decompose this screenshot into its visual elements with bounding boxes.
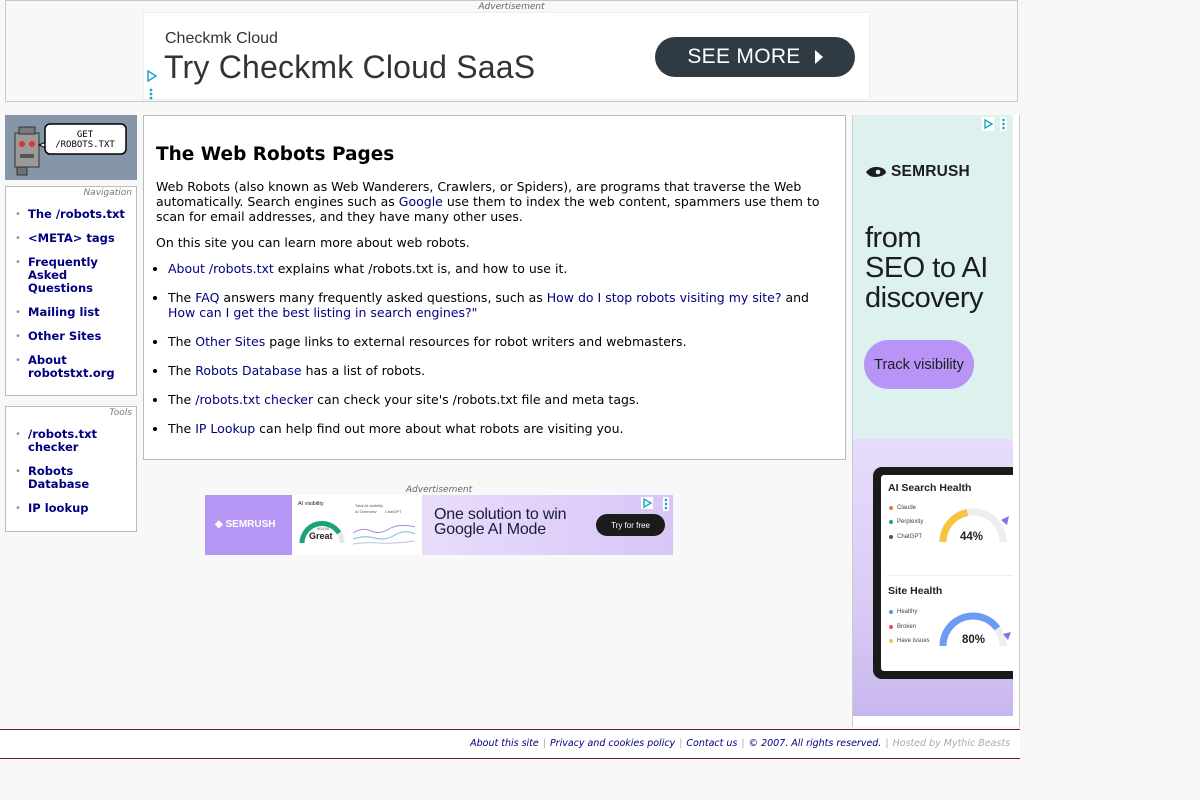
nav-item-meta-tags[interactable] [28,232,136,245]
panel-divider [887,575,1013,576]
have-issues-label: Have issues [897,638,930,644]
list-item-text: page links to external resources for robot writers and webmasters. [265,334,687,349]
ai-search-health-value: 44% [960,531,984,543]
chevron-right-icon [815,50,823,64]
navigation-box [5,186,137,396]
semrush-flame-icon: ◆ [215,519,223,530]
semrush-logo [865,163,970,181]
ai-visibility-rating: Great [309,531,333,541]
ai-visibility-score: 90/100 [317,526,330,531]
tools-link-ip-lookup[interactable]: IP lookup [28,501,89,515]
claude-label: Claude [897,505,917,511]
semrush-flame-icon [865,166,887,178]
about-robots-txt-link[interactable]: About /robots.txt [168,261,274,276]
other-sites-link[interactable]: Other Sites [195,334,266,349]
site-health-title: Site Health [888,585,943,597]
ad-options-icon[interactable] [149,88,153,100]
nav-link-other-sites[interactable]: Other Sites [28,329,102,343]
intro-text: Web Robots (also known as Web Wanderers, Crawlers, or Spiders), are programs that traverse the Web automatically. Search engines such as [156,179,802,209]
list-item [168,421,833,436]
footer-separator: | [741,738,745,749]
features-list [156,261,833,436]
intro-text-end: use them to index the web content, spammers use them to scan for email addresses, and they have many other uses. [156,194,820,224]
nav-item-robots-txt[interactable] [28,208,136,221]
list-item-text: The [168,334,196,349]
ad-options-icon[interactable] [663,497,669,511]
semrush-logo [215,519,276,530]
broken-item [889,624,916,630]
right-skyscraper-ad[interactable] [853,115,1013,716]
hosted-by-text: Hosted by Mythic Beasts [892,738,1010,749]
robot-logo-icon [5,115,137,180]
healthy-item [889,609,917,615]
logo-speech-line1: GET [76,130,94,140]
tools-link-robots-database[interactable]: Robots Database [28,464,90,491]
right-ad-headline-line1: from [865,222,921,254]
list-item-text: explains what /robots.txt is, and how to use it. [273,261,568,276]
track-visibility-button[interactable]: Track visibility [864,340,974,389]
navigation-list [6,208,136,380]
nav-link-about[interactable]: About robotstxt.org [28,353,115,380]
list-item-text: answers many frequently asked questions, such as [219,290,547,305]
main-content [143,115,846,460]
ai-search-health-title: AI Search Health [888,482,972,494]
ad-label: Advertisement [478,2,545,12]
adchoices-icon[interactable] [146,70,158,82]
nav-item-about[interactable] [28,354,136,380]
tools-link-checker[interactable]: /robots.txt checker [28,427,98,454]
broken-dot-icon [889,625,893,629]
right-ad-headline-line2: SEO to AI [865,252,988,284]
faq-link[interactable]: FAQ [195,290,220,305]
chatgpt-item [889,534,922,540]
page-title: The Web Robots Pages [156,144,395,165]
chatgpt-icon [889,535,893,539]
list-item-text: and [781,290,809,305]
list-item-text: can help find out more about what robots are visiting you. [255,421,624,436]
site-health-value: 80% [962,634,986,646]
mid-ad-headline-line1: One solution to win [434,506,567,523]
ad-headline[interactable]: Try Checkmk Cloud SaaS [164,49,536,85]
mid-banner-ad[interactable] [205,495,673,555]
ad-brand: Checkmk Cloud [165,30,278,47]
semrush-logo-text: SEMRUSH [891,163,970,180]
tools-item-checker[interactable] [28,428,136,454]
intro-paragraph [156,179,833,224]
learn-more-text: On this site you can learn more about web robots. [156,235,470,250]
footer-separator: | [542,738,546,749]
have-issues-item [889,638,930,644]
list-item [168,290,833,320]
stop-robots-link[interactable]: How do I stop robots visiting my site? [546,290,782,305]
logo-speech-line2: /ROBOTS.TXT [55,140,115,150]
list-item-text: The [168,421,196,436]
try-for-free-button[interactable]: Try for free [596,514,665,536]
claude-item [889,505,916,511]
see-more-label: SEE MORE [687,45,801,68]
site-logo[interactable] [5,115,137,180]
mid-ad-headline[interactable] [434,508,566,537]
issues-dot-icon [889,639,893,643]
legend-chatgpt: ChatGPT [385,509,402,514]
list-item-text: The [168,290,196,305]
nav-item-other-sites[interactable] [28,330,136,343]
mid-ad-headline-line2: Google AI Mode [434,520,546,538]
list-item [168,334,833,349]
list-item [168,392,833,407]
ai-visibility-title: AI visibility [298,501,324,507]
list-item-text: has a list of robots. [301,363,426,378]
privacy-link[interactable]: Privacy and cookies policy [549,738,676,749]
footer [470,738,1010,749]
healthy-label: Healthy [897,609,918,615]
adchoices-icon[interactable] [982,117,994,131]
footer-separator: | [679,738,683,749]
tools-box [5,406,137,532]
tools-item-ip-lookup[interactable] [28,502,136,515]
footer-divider-top [0,729,1020,730]
laptop-screen [881,475,1013,671]
claude-icon [889,506,893,510]
list-item-text: The [168,392,196,407]
perplexity-item [889,519,923,525]
legend-total: Total AI visibility [355,503,384,508]
google-link[interactable]: Google [398,194,443,209]
tools-title: Tools [109,408,132,418]
list-item [168,363,833,378]
healthy-dot-icon [889,610,893,614]
contact-link[interactable]: Contact us [686,738,738,749]
tools-list [6,428,136,515]
semrush-logo-text: SEMRUSH [225,519,276,530]
about-site-link[interactable]: About this site [470,738,539,749]
top-banner-ad[interactable] [143,12,870,100]
perplexity-label: Perplexity [897,519,924,525]
robots-checker-link[interactable]: /robots.txt checker [195,392,314,407]
navigation-title: Navigation [83,188,132,198]
nav-link-robots-txt[interactable]: The /robots.txt [28,207,125,221]
trend-lines [351,519,417,549]
ad-options-icon[interactable] [1000,117,1007,131]
footer-separator: | [885,738,889,749]
robots-database-link[interactable]: Robots Database [195,363,302,378]
nav-item-faq[interactable] [28,256,136,295]
nav-link-faq[interactable]: Frequently Asked Questions [28,255,98,295]
footer-divider-bottom [0,758,1020,759]
broken-label: Broken [897,624,917,630]
chatgpt-label: ChatGPT [897,534,923,540]
best-listing-link[interactable]: How can I get the best listing in search engines?" [168,305,478,320]
tools-item-robots-database[interactable] [28,465,136,491]
adchoices-icon[interactable] [641,497,653,509]
see-more-button[interactable] [655,37,855,77]
legend-ai-overview: AI Overview [355,509,377,514]
list-item-text: The [168,363,196,378]
nav-link-mailing-list[interactable]: Mailing list [28,305,100,319]
ip-lookup-link[interactable]: IP Lookup [195,421,256,436]
list-item [168,261,833,276]
nav-link-meta-tags[interactable]: <META> tags [28,231,115,245]
nav-item-mailing-list[interactable] [28,306,136,319]
copyright-text: © 2007. All rights reserved. [748,738,882,749]
right-ad-headline-line3: discovery [865,282,983,314]
ad-label: Advertisement [405,485,473,495]
perplexity-icon [889,520,893,524]
right-ad-headline[interactable] [865,223,988,313]
list-item-text: can check your site's /robots.txt file and meta tags. [313,392,640,407]
